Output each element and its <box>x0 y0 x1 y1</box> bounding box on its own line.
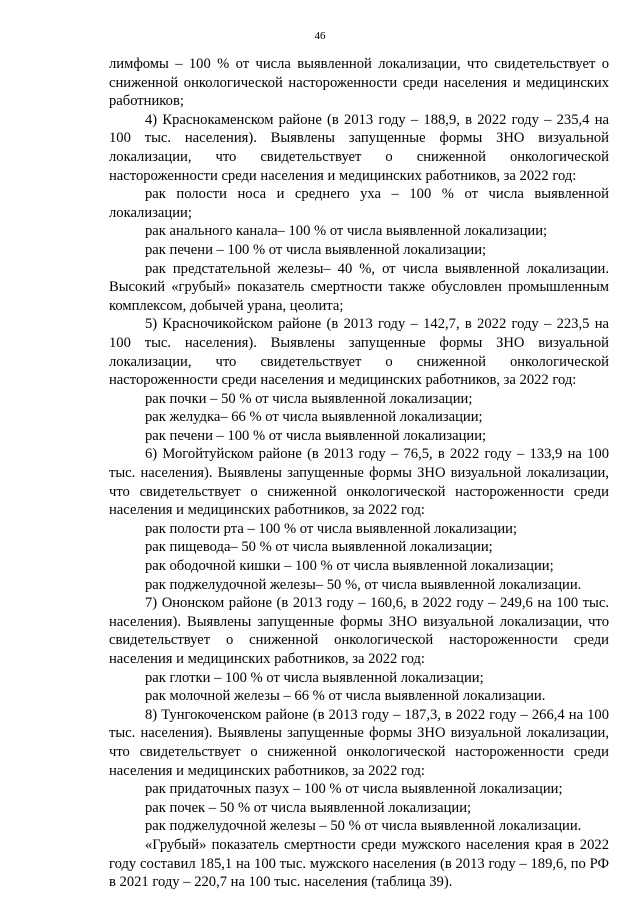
paragraph: 7) Ононском районе (в 2013 году – 160,6, в 2022 году – 249,6 на 100 тыс. населения). Выявлены запущенные формы ЗНО визуальной локализации, что свидетельствует о сниженной онкологической настороженности среди населения и медицинских работников, за 2022 год: <box>109 595 609 667</box>
paragraph: 6) Могойтуйском районе (в 2013 году – 76,5, в 2022 году – 133,9 на 100 тыс. населения). Выявлены запущенные формы ЗНО визуальной локализации, что свидетельствует о сниженной онкологической настороженности среди населения и медицинских работников, за 2022 год: <box>109 446 609 519</box>
paragraph: «Грубый» показатель смертности среди мужского населения края в 2022 году составил 185,1 на 100 тыс. мужского населения (в 2013 году – 189,6, по РФ в 2021 году – 220,7 на 100 тыс. населения (таблица 39). <box>109 836 609 891</box>
paragraph: рак почек – 50 % от числа выявленной локализации; <box>145 799 472 816</box>
paragraph: рак поджелудочной железы – 50 % от числа выявленной локализации. <box>145 818 582 835</box>
paragraph: рак полости носа и среднего уха – 100 % от числа выявленной локализации; <box>109 186 609 221</box>
paragraph: лимфомы – 100 % от числа выявленной локализации, что свидетельствует о сниженной онкологической настороженности среди населения и медицинских работников; <box>109 56 609 110</box>
paragraph: рак молочной железы – 66 % от числа выявленной локализации. <box>145 688 546 705</box>
paragraph: рак печени – 100 % от числа выявленной локализации; <box>145 241 487 258</box>
paragraph: рак анального канала– 100 % от числа выявленной локализации; <box>145 223 548 240</box>
paragraph: рак почки – 50 % от числа выявленной локализации; <box>145 390 473 407</box>
paragraph: рак пищевода– 50 % от числа выявленной локализации; <box>145 539 493 556</box>
paragraph: рак предстательной железы– 40 %, от числа выявленной локализации. Высокий «грубый» показатель смертности также обусловлен промышленным комплексом, добычей урана, цеолита; <box>109 260 609 314</box>
paragraph: рак поджелудочной железы– 50 %, от числа выявленной локализации. <box>145 576 582 593</box>
paragraph: 8) Тунгокоченском районе (в 2013 году – 187,3, в 2022 году – 266,4 на 100 тыс. населения). Выявлены запущенные формы ЗНО визуальной локализации, что свидетельствует о сниженной онкологической настороженности среди населения и медицинских работников, за 2022 год: <box>109 706 609 779</box>
paragraph: рак полости рта – 100 % от числа выявленной локализации; <box>145 520 518 537</box>
paragraph: рак придаточных пазух – 100 % от числа выявленной локализации; <box>145 781 563 798</box>
paragraph: 4) Краснокаменском районе (в 2013 году – 188,9, в 2022 году – 235,4 на 100 тыс. населения). Выявлены запущенные формы ЗНО визуальной локализации, что свидетельствует о сниженной онкологической настороженности среди населения и медицинских работников, за 2022 год: <box>109 111 609 184</box>
document-body <box>109 55 609 892</box>
paragraph: рак печени – 100 % от числа выявленной локализации; <box>145 427 487 444</box>
paragraph: рак ободочной кишки – 100 % от числа выявленной локализации; <box>145 558 554 575</box>
paragraph: рак желудка– 66 % от числа выявленной локализации; <box>145 409 483 426</box>
paragraph: рак глотки – 100 % от числа выявленной локализации; <box>145 669 484 686</box>
paragraph: 5) Красночикойском районе (в 2013 году – 142,7, в 2022 году – 223,5 на 100 тыс. населения). Выявлены запущенные формы ЗНО визуальной локализации, что свидетельствует о сниженной онкологической настороженности среди населения и медицинских работников, за 2022 год: <box>109 316 609 389</box>
page-number: 46 <box>314 30 326 42</box>
